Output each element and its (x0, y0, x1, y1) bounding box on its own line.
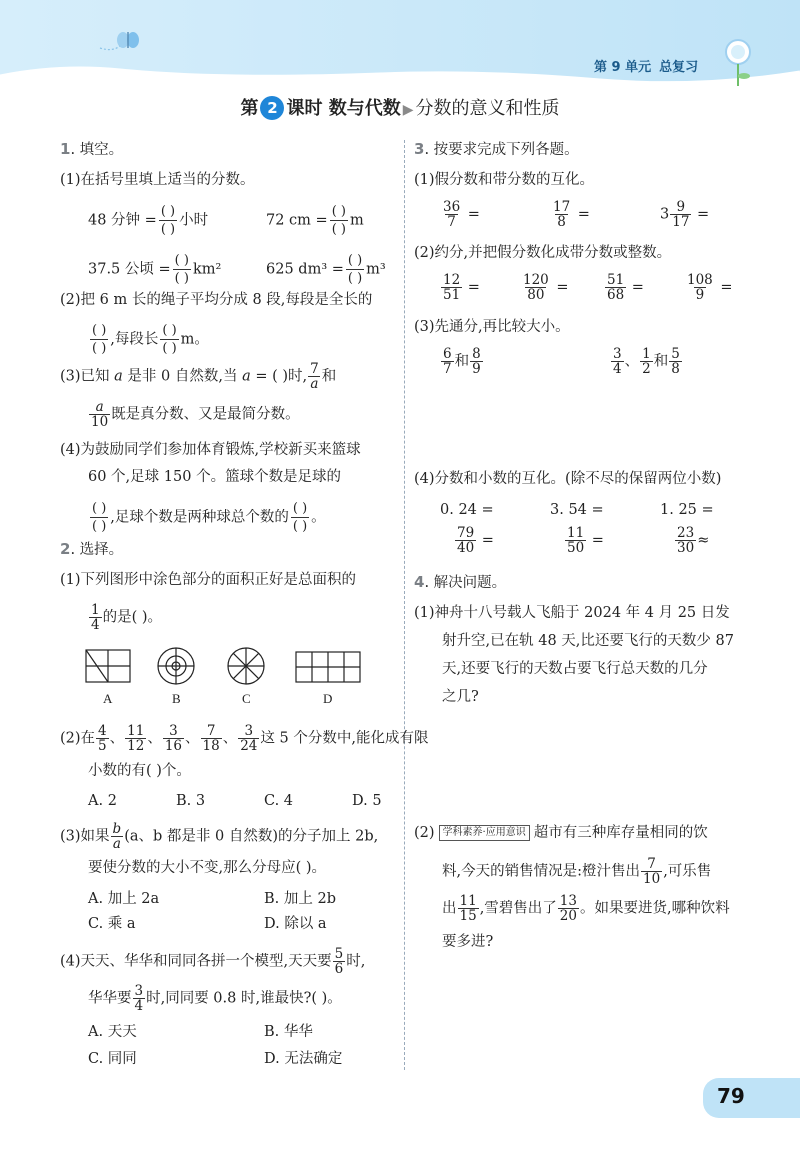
q2-3-option-c: C. 乘 a (88, 916, 136, 932)
q2-4-option-d: D. 无法确定 (264, 1051, 343, 1067)
q1-1-row1-a: 48 分钟 = ( ) ( ) 小时 (88, 204, 209, 237)
q3-2-text: (2)约分,并把假分数化成带分数或整数。 (414, 245, 672, 261)
figure-c (228, 648, 264, 684)
title-middle: 课时 数与代数 (286, 98, 401, 119)
title-sub: 分数的意义和性质 (415, 98, 560, 119)
q3-3-group-a: $\frac{6}{7}$ 和 $\frac{8}{9}$ (443, 346, 481, 377)
section-4-heading: 4. 解决问题。 (414, 573, 507, 591)
literacy-badge: 学科素养·应用意识 (439, 825, 530, 841)
q2-4-line1: (4)天天、华华和同同各拼一个模型,天天要 $\frac{5}{6}$ 时, (60, 946, 366, 977)
title-prefix: 第 (240, 98, 259, 119)
q3-3-group-b: $\frac{3}{4}$ 、 $\frac{1}{2}$ 和 $\frac{5}{8}$ (613, 346, 680, 377)
section-3-heading: 3. 按要求完成下列各题。 (414, 140, 579, 158)
q1-1-row1-b: 72 cm = ( ) ( ) m (266, 204, 364, 237)
q2-1-line1: (1)下列图形中涂色部分的面积正好是总面积的 (60, 572, 357, 588)
q4-1-line4: 之几? (442, 689, 479, 705)
q3-1-text: (1)假分数和带分数的互化。 (414, 172, 595, 188)
q2-3-option-b: B. 加上 2b (264, 891, 336, 907)
q2-2-option-c: C. 4 (264, 793, 294, 809)
figure-label-b: B (172, 691, 181, 706)
figure-b (158, 648, 194, 684)
q1-1-row2-a: 37.5 公顷 = ( ) ( ) km² (88, 253, 222, 286)
arrow-icon: ▶ (402, 102, 414, 118)
q3-3-text: (3)先通分,再比较大小。 (414, 319, 570, 335)
q4-2-line3: 出 $\frac{11}{15}$ ,雪碧售出了 $\frac{13}{20}$ 。如果要进货,哪种饮料 (442, 893, 730, 924)
q4-1-line2: 射升空,已在轨 48 天,比还要飞行的天数少 87 (442, 633, 734, 649)
q4-1-line1: (1)神舟十八号载人飞船于 2024 年 4 月 25 日发 (414, 605, 730, 621)
figure-label-a: A (103, 691, 113, 706)
q4-2-line4: 要多进? (442, 934, 494, 950)
q3-4-dec-2: 3. 54 = (550, 502, 604, 518)
q3-2-item-2: $\frac{120}{80}$ = (523, 272, 569, 303)
page-number: 79 (717, 1084, 745, 1108)
section-2-heading: 2. 选择。 (60, 540, 124, 558)
q4-2-line1: (2) 学科素养·应用意识 超市有三种库存量相同的饮 (414, 825, 708, 841)
header-banner (0, 0, 800, 92)
q1-1-row2-b: 625 dm³ = ( ) ( ) m³ (266, 253, 386, 286)
q2-3-line2: 要使分数的大小不变,那么分母应( )。 (88, 860, 327, 876)
q2-3-option-a: A. 加上 2a (88, 891, 160, 907)
q3-2-item-4: $\frac{108}{9}$ = (687, 272, 733, 303)
q2-2-option-b: B. 3 (176, 793, 206, 809)
q2-2-option-d: D. 5 (352, 793, 382, 809)
q1-4-line2: 60 个,足球 150 个。篮球个数是足球的 (88, 469, 342, 485)
q2-2-line2: 小数的有( )个。 (88, 763, 191, 779)
q3-1-item-1: $\frac{36}{7}$ = (443, 199, 480, 230)
q4-1-line3: 天,还要飞行的天数占要飞行总天数的几分 (442, 661, 708, 677)
q3-2-item-1: $\frac{12}{51}$ = (443, 272, 480, 303)
unit-label: 第 9 单元 (594, 60, 652, 75)
q2-2-line1: (2)在 $\frac{4}{5}$ 、 $\frac{11}{12}$ 、 $\frac{3}{16}$ 、 $\frac{7}{18}$ 、 $\frac{3}{24}$ 这 5 个分数中,能化成有限 (60, 723, 429, 754)
q4-2-line2: 料,今天的销售情况是:橙汁售出 $\frac{7}{10}$ ,可乐售 (442, 856, 712, 887)
q1-1-text: (1)在括号里填上适当的分数。 (60, 172, 255, 188)
q3-4-dec-1: 0. 24 = (440, 502, 494, 518)
q1-3-line1: (3)已知 a 是非 0 自然数,当 a = ( )时, $\frac{7}{a}$ 和 (60, 361, 337, 392)
q2-1-figures (84, 646, 384, 688)
column-divider (404, 140, 405, 1070)
figure-label-c: C (242, 691, 251, 706)
q2-3-line1: (3)如果 $\frac{b}{a}$ (a、b 都是非 0 自然数)的分子加上 2b, (60, 821, 379, 852)
q3-1-item-3: 3 $\frac{9}{17}$ = (660, 199, 710, 230)
q3-4-text: (4)分数和小数的互化。(除不尽的保留两位小数) (414, 471, 722, 487)
q2-2-option-a: A. 2 (88, 793, 117, 809)
q2-4-line2: 华华要 $\frac{3}{4}$ 时,同同要 0.8 时,谁最快?( )。 (88, 983, 342, 1014)
q3-4-frac-1: $\frac{79}{40}$ = (457, 525, 494, 556)
q2-1-line2: $\frac{1}{4}$ 的是( )。 (91, 602, 163, 633)
q2-3-option-d: D. 除以 a (264, 916, 327, 932)
q1-2-line2: ( ) ( ) ,每段长 ( ) ( ) m。 (92, 323, 209, 356)
q3-2-item-3: $\frac{51}{68}$ = (607, 272, 644, 303)
q2-4-option-c: C. 同同 (88, 1051, 137, 1067)
q3-1-item-2: $\frac{17}{8}$ = (553, 199, 590, 230)
q1-4-line3: ( ) ( ) ,足球个数是两种球总个数的 ( ) ( ) 。 (92, 501, 326, 534)
figure-label-d: D (323, 691, 333, 706)
q3-4-dec-3: 1. 25 = (660, 502, 714, 518)
q2-4-option-b: B. 华华 (264, 1024, 313, 1040)
q3-4-frac-2: $\frac{11}{50}$ = (567, 525, 604, 556)
q3-4-frac-3: $\frac{23}{30}$ ≈ (677, 525, 710, 556)
unit-topic: 总复习 (659, 60, 699, 75)
figure-a (86, 650, 130, 682)
page-number-tab (703, 1078, 800, 1118)
butterfly-icon (117, 32, 139, 48)
q2-4-option-a: A. 天天 (88, 1024, 137, 1040)
figure-d (296, 652, 360, 682)
unit-tag (594, 56, 698, 75)
section-1-heading: 1. 填空。 (60, 140, 124, 158)
q1-3-line2: $\frac{a}{10}$ 既是真分数、又是最简分数。 (91, 399, 300, 430)
page-title (0, 94, 800, 120)
lesson-number-badge: 2 (260, 96, 284, 120)
q1-4-line1: (4)为鼓励同学们参加体育锻炼,学校新买来篮球 (60, 442, 361, 458)
q1-2-line1: (2)把 6 m 长的绳子平均分成 8 段,每段是全长的 (60, 292, 373, 308)
